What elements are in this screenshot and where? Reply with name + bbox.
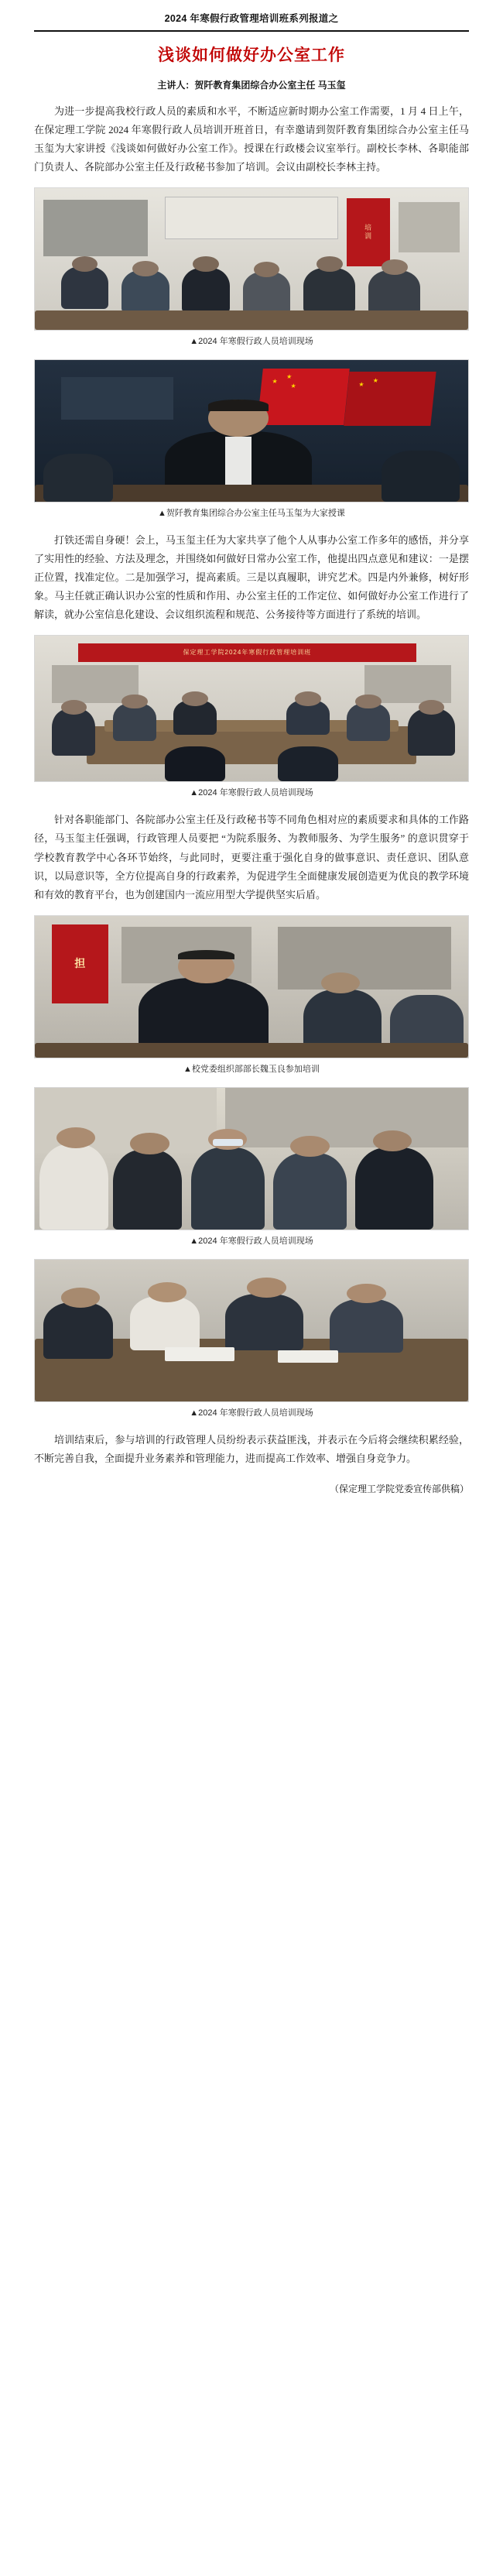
- paragraph-2: 打铁还需自身硬！会上，马玉玺主任为大家共享了他个人从事办公室工作多年的感悟，并分享了实用性的经验、方法及理念，并围绕如何做好日常办公室工作，他提出四点意见和建议：一是摆正位置，找准定位。二是加强学习，提高素质。三是以真履职，讲究艺术。四是内外兼修，树好形象。马主任就正确认识办公室的性质和作用、办公室主任的工作定位、如何做好办公室工作进行了解读，就办公室信息化建设、会议组织流程和规范、公务接待等方面进行了系统的培训。: [34, 534, 469, 621]
- figure-caption: ▲校党委组织部部长魏玉良参加培训: [183, 1064, 320, 1074]
- header-divider: [34, 30, 469, 32]
- figure-3: [34, 635, 469, 798]
- figure-caption: ▲贺阡教育集团综合办公室主任马玉玺为大家授课: [158, 509, 345, 519]
- figure-caption: ▲2024 年寒假行政人员培训现场: [190, 1236, 313, 1246]
- photo-3: 保定理工学院2024年寒假行政管理培训班: [34, 635, 469, 782]
- source-credit: （保定理工学院党委宣传部供稿）: [329, 1483, 469, 1494]
- paragraph-4: 培训结束后，参与培训的行政管理人员纷纷表示获益匪浅，并表示在今后将会继续积累经验，不断完善自我，全面提升业务素养和管理能力，进而提高工作效率、增强自身竞争力。: [34, 1433, 469, 1464]
- paragraph-3: 针对各职能部门、各院部办公室主任及行政秘书等不同角色相对应的素质要求和具体的工作路径，马玉玺主任强调，行政管理人员要把 “为院系服务、为教师服务、为学生服务” 的意识贯穿于学校教育教学中心各环节始终，与此同时，更要注重于强化自身的做事意识、责任意识、团队意识，以局意识等，全方位提高自身的行政素养，为促进学生全面健康发展创造更为优良的教学环境和有效的教育平台，也为创建国内一流应用型大学提供坚实后盾。: [34, 814, 469, 900]
- photo-2: ★ ★ ★ ★ ★: [34, 359, 469, 503]
- photo-6: [34, 1259, 469, 1402]
- photo-5: [34, 1087, 469, 1230]
- paragraph-1: 为进一步提高我校行政人员的素质和水平，不断适应新时期办公室工作需要，1 月 4 日上午，在保定理工学院 2024 年寒假行政人员培训开班首日，有幸邀请到贺阡教育集团综合办公室主任马玉玺为大家讲授《浅谈如何做好办公室工作》。授课在行政楼会议室举行。副校长李林、各职能部门负责人、各院部办公室主任及行政秘书参加了培训。会议由副校长李林主持。: [34, 105, 469, 173]
- figure-5: [34, 1087, 469, 1247]
- byline: 主讲人：贺阡教育集团综合办公室主任 马玉玺: [157, 80, 346, 91]
- photo-4: 担: [34, 915, 469, 1058]
- figure-2: [34, 359, 469, 519]
- page-title: 浅谈如何做好办公室工作: [158, 46, 345, 64]
- figure-caption: ▲2024 年寒假行政人员培训现场: [190, 337, 313, 347]
- figure-4: [34, 915, 469, 1075]
- figure-1: [34, 187, 469, 347]
- photo-1: 培 训: [34, 187, 469, 331]
- article-kicker: 2024 年寒假行政管理培训班系列报道之: [164, 13, 339, 24]
- figure-caption: ▲2024 年寒假行政人员培训现场: [190, 1408, 313, 1418]
- figure-caption: ▲2024 年寒假行政人员培训现场: [190, 788, 313, 798]
- figure-6: [34, 1259, 469, 1418]
